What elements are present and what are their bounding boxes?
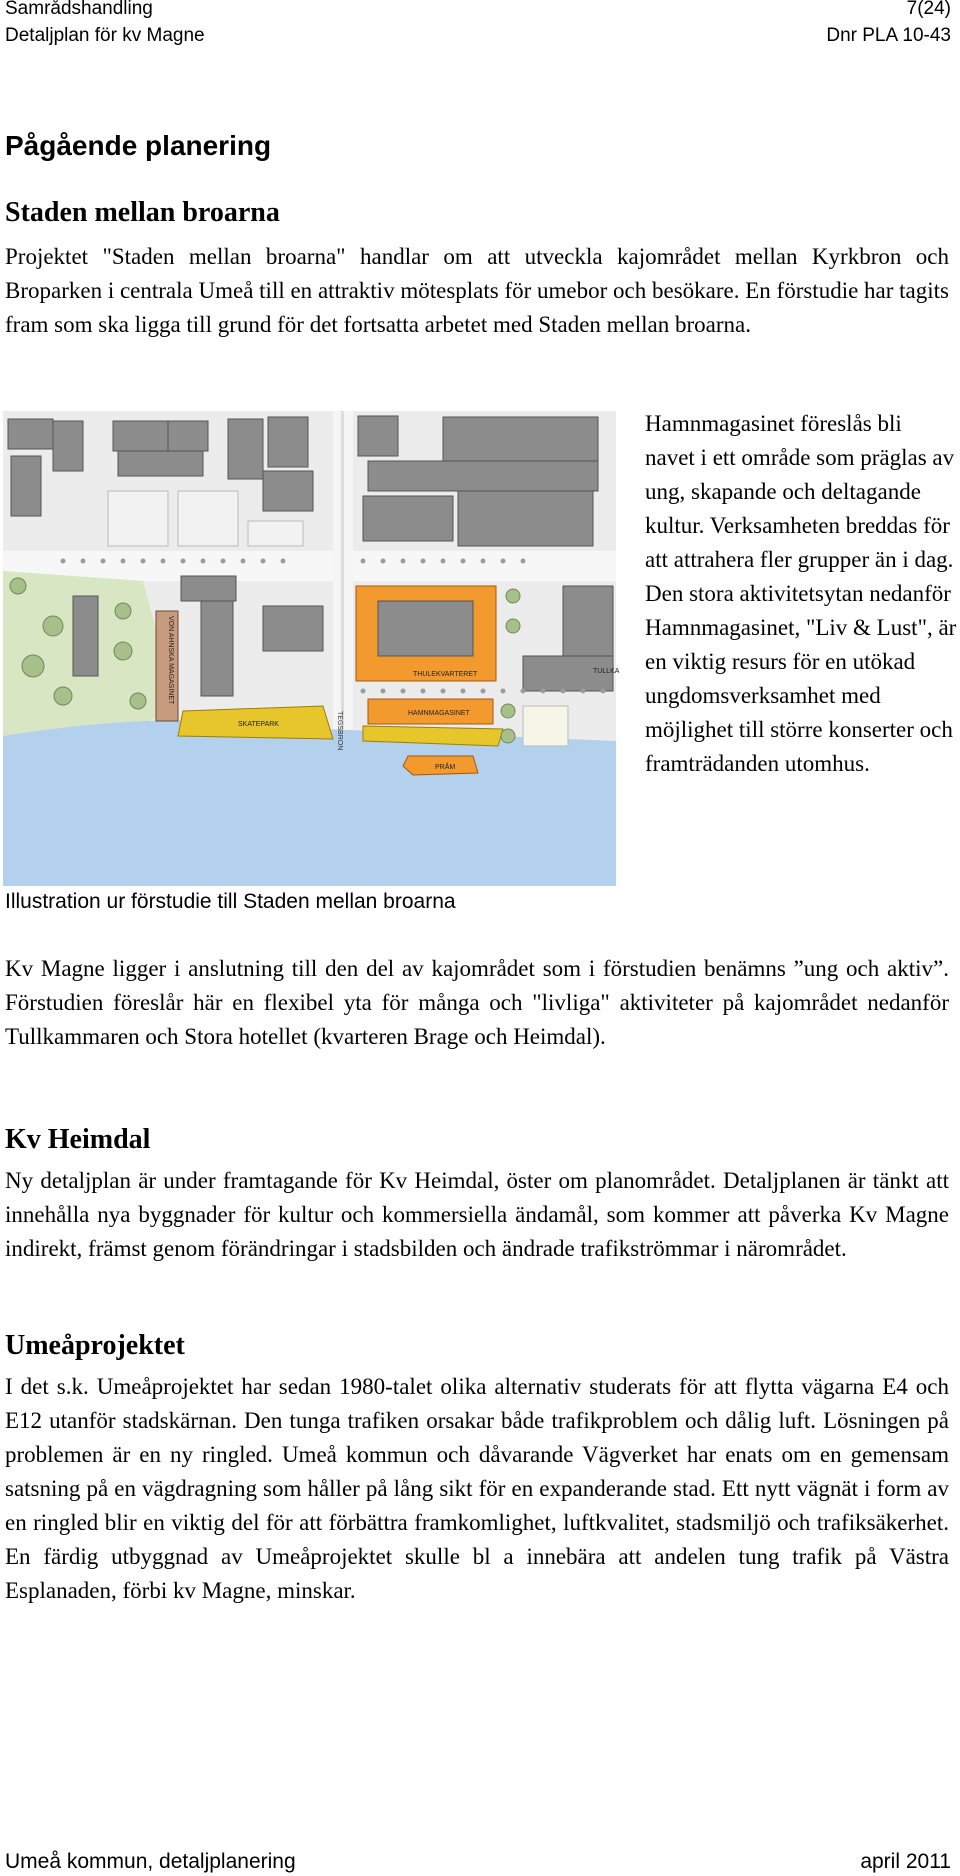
paragraph: I det s.k. Umeåprojektet har sedan 1980-talet olika alternativ studerats för att flytta vägarna E4 och E12 utanför stadskärnan. Den tunga trafiken orsakar både trafikproblem och dålig luft. Lösningen på problemen är en ny ringled. Umeå kommun och dåvarande Vägverket har enats om en gemensam satsning på en vägdragning som håller på lång sikt för en expanderande stad. Ett nytt vägnät i form av en ringled blir en viktig del för att förbättra framkomlighet, luftkvalitet, stadsmiljö och trafiksäkerhet. En färdig utbyggnad av Umeåprojektet skulle bl a innebära att andelen tung trafik på Västra Esplanaden, förbi kv Magne, minskar. — [5, 1374, 949, 1603]
map-label-tullkammaren: TULLKA — [593, 668, 620, 675]
paragraph: Projektet "Staden mellan broarna" handlar om att utveckla kajområdet mellan Kyrkbron och Broparken i centrala Umeå till en attraktiv mötesplats för umebor och besökare. En förstudie har tagits fram som ska ligga till grund för det fortsatta arbetet med Staden mellan broarna. — [5, 244, 949, 337]
section-intro-staden — [5, 240, 949, 342]
paragraph: Kv Magne ligger i anslutning till den del av kajområdet som i förstudien benämns ”ung och aktiv”. Förstudien föreslår här en flexibel yta för många och "livliga" aktiviteter på kajområdet nedanför Tullkammaren och Stora hotellet (kvarteren Brage och Heimdal). — [5, 956, 949, 1049]
header-row-1 — [5, 0, 951, 21]
map-label-skatepark: SKATEPARK — [238, 721, 279, 728]
header-row-2 — [5, 24, 951, 48]
footer-org: Umeå kommun, detaljplanering — [5, 1850, 296, 1873]
site-plan-illustration — [3, 411, 620, 886]
section-body-umeaprojektet — [5, 1370, 949, 1608]
page-number: 7(24) — [906, 0, 951, 19]
map-label-pram: PRÅM — [435, 764, 456, 771]
section-body-staden — [5, 952, 949, 1054]
map-label-hamnmagasinet: HAMNMAGASINET — [408, 710, 470, 717]
section-heading-heimdal: Kv Heimdal — [5, 1124, 151, 1155]
section-body-heimdal — [5, 1164, 949, 1266]
map-label-von-ahn: VON AHNSKA MAGASINET — [167, 616, 174, 705]
footer — [5, 1849, 951, 1875]
section-heading-umeaprojektet: Umeåprojektet — [5, 1330, 185, 1361]
map-label-tegsbron: TEGSBRON — [336, 711, 343, 751]
figure-side-text: Hamnmagasinet föreslås bli navet i ett område som präglas av ung, skapande och deltagande kultur. Verksamheten breddas för att attrahera fler grupper än i dag. Den stora aktivitetsytan nedanför Hamnmagasinet, "Liv & Lust", är en viktig resurs för en utökad ungdomsverksamhet med möjlighet till större konserter och framträdanden utomhus. — [645, 411, 957, 776]
plan-name: Detaljplan för kv Magne — [5, 25, 205, 46]
figure-caption: Illustration ur förstudie till Staden mellan broarna — [5, 890, 456, 913]
site-plan-map — [3, 411, 620, 886]
footer-date: april 2011 — [860, 1850, 951, 1873]
dnr-number: Dnr PLA 10-43 — [826, 25, 951, 46]
page-title: Pågående planering — [5, 130, 272, 161]
map-label-thulekvarteret: THULEKVARTERET — [413, 671, 478, 678]
doc-type: Samrådshandling — [5, 0, 153, 19]
paragraph: Ny detaljplan är under framtagande för Kv Heimdal, öster om planområdet. Detaljplanen är tänkt att innehålla nya byggnader för kultur och kommersiella ändamål, som kommer att påverka Kv Magne indirekt, främst genom förändringar i stadsbilden och ändrade trafikströmmar i närområdet. — [5, 1168, 949, 1261]
section-heading-staden: Staden mellan broarna — [5, 197, 280, 228]
